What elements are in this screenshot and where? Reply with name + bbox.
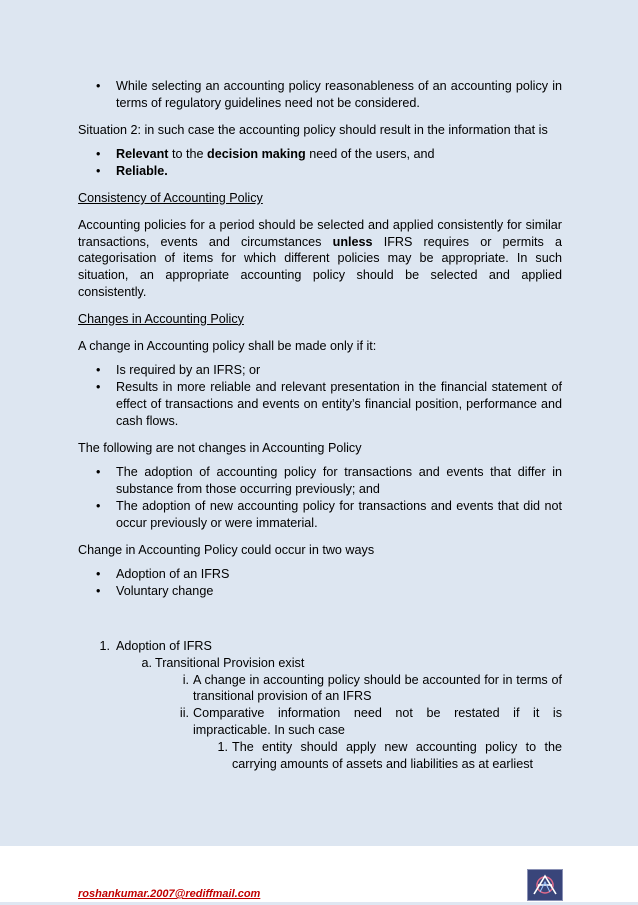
numbered-item-sub1 [78, 739, 562, 773]
bold-term: unless [332, 234, 373, 249]
emblem-logo-icon [528, 870, 562, 900]
list-marker: ii. [179, 706, 189, 721]
bold-term: Relevant [116, 147, 169, 162]
changes-heading: Changes in Accounting Policy [78, 311, 244, 326]
list-marker: i. [182, 672, 189, 687]
numbered-item-1 [78, 638, 562, 655]
two-ways-bullets [78, 566, 562, 600]
list-item-text: Comparative information need not be restated if it is impracticable. In such case [193, 706, 562, 737]
bold-term: Reliable. [116, 164, 168, 179]
list-item-text: Transitional Provision exist [155, 655, 305, 670]
list-item-text: Adoption of IFRS [116, 638, 212, 653]
text-run: IFRS requires or permits a categorisation of items for which different policies may be appropriate. In such situation, an appropriate accounting policy should be selected and applied consistently. [78, 234, 563, 299]
list-item [78, 163, 562, 180]
not-changes-intro: The following are not changes in Accounting Policy [78, 440, 362, 455]
consistency-heading: Consistency of Accounting Policy [78, 190, 263, 205]
text-run: Accounting policies for a period should be selected and applied consistently for similar transactions, events and circumstances [78, 217, 562, 249]
list-item-text: A change in accounting policy should be accounted for in terms of transitional provision of an IFRS [193, 672, 562, 704]
bullet-list-top [78, 78, 562, 112]
not-changes-bullets [78, 464, 562, 531]
text-run: to the [168, 147, 208, 162]
list-marker: a. [141, 655, 152, 670]
list-item: • The adoption of new accounting policy for transactions and events that did not occur previously or were immaterial. [78, 498, 562, 532]
list-item [78, 146, 562, 163]
list-item: • Results in more reliable and relevant presentation in the financial statement of effect of transactions and events on entity’s financial position, performance and cash flows. [78, 379, 562, 429]
list-item: • Adoption of an IFRS [78, 566, 562, 583]
list-item: • The adoption of accounting policy for transactions and events that differ in substance from those occurring previously; and [78, 464, 562, 498]
consistency-paragraph [78, 217, 562, 301]
numbered-item-a [78, 655, 562, 672]
list-marker: 1. [99, 638, 110, 653]
numbered-item-i [78, 672, 562, 706]
footer-email-link[interactable]: roshankumar.2007@rediffmail.com [78, 888, 261, 900]
list-marker: 1. [217, 739, 228, 754]
situation-2-paragraph: Situation 2: in such case the accounting policy should result in the information that is [78, 122, 548, 137]
list-item-text: The entity should apply new accounting policy to the carrying amounts of assets and liabilities as at earliest [232, 739, 562, 771]
situation-2-bullets [78, 146, 562, 180]
changes-bullets [78, 362, 562, 429]
numbered-item-ii [78, 705, 562, 739]
list-item: • Voluntary change [78, 583, 562, 600]
changes-intro: A change in Accounting policy shall be made only if it: [78, 338, 377, 353]
list-item: • Is required by an IFRS; or [78, 362, 562, 379]
two-ways-intro: Change in Accounting Policy could occur in two ways [78, 542, 375, 557]
text-run: need of the users, and [305, 147, 435, 162]
emblem-logo-icon [527, 869, 563, 901]
bold-term: decision making [207, 147, 306, 162]
list-item: • While selecting an accounting policy reasonableness of an accounting policy in terms of regulatory guidelines need not be considered. [78, 78, 562, 112]
document-body [78, 78, 562, 772]
